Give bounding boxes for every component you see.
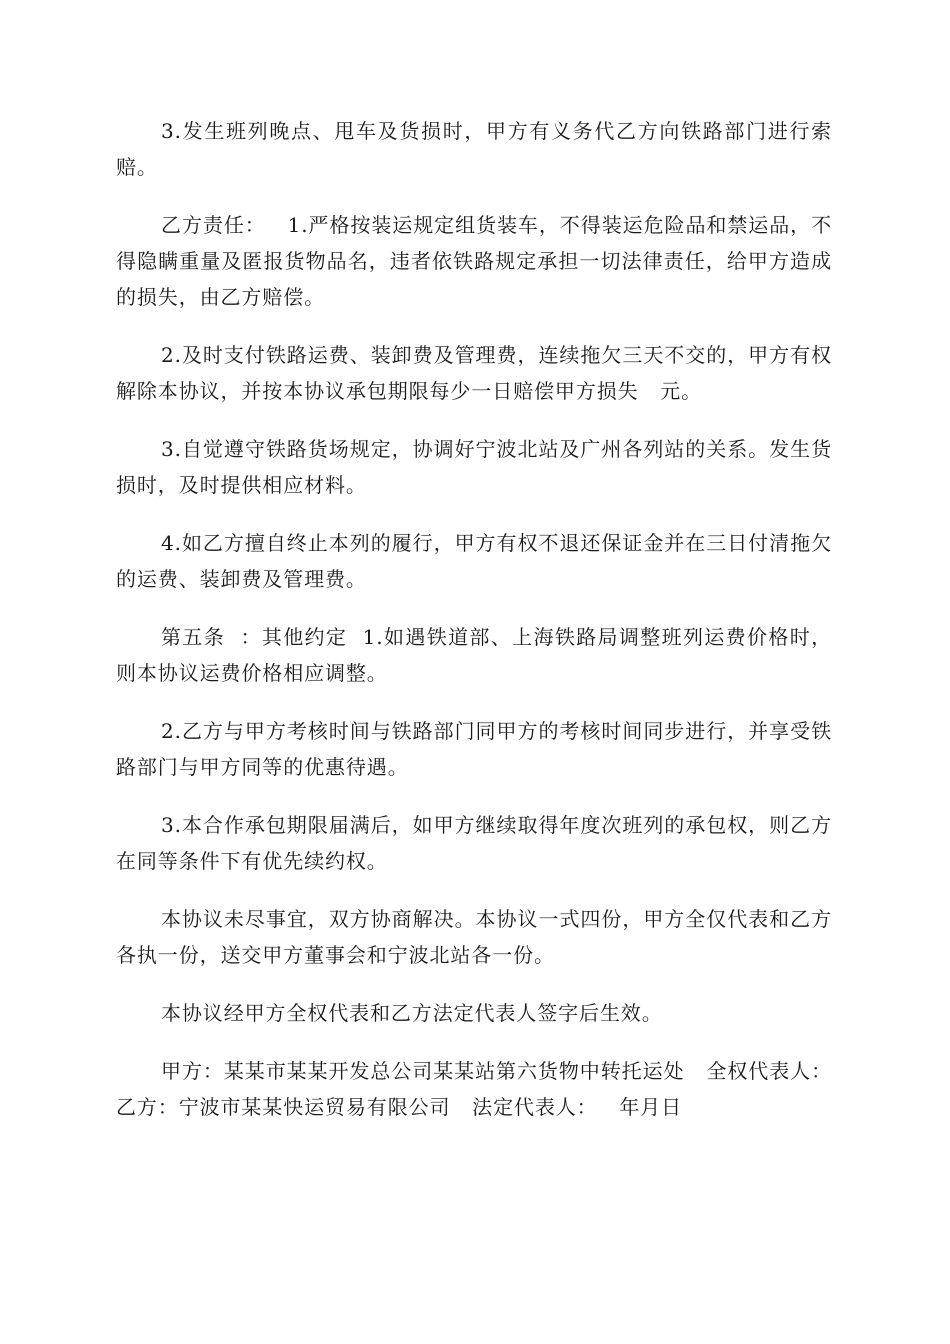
paragraph-party-b-duty-2: 2.及时支付铁路运费、装卸费及管理费，连续拖欠三天不交的，甲方有权解除本协议，并按本协议承包期限每少一日赔偿甲方损失 元。 — [116, 343, 832, 403]
paragraph-article-5-clause-3: 3.本合作承包期限届满后，如甲方继续取得年度次班列的承包权，则乙方在同等条件下有优先续约权。 — [116, 813, 832, 873]
paragraph-article-5-clause-2: 2.乙方与甲方考核时间与铁路部门同甲方的考核时间同步进行，并享受铁路部门与甲方同等的优惠待遇。 — [116, 719, 832, 779]
document-body — [116, 113, 854, 1147]
paragraph-party-b-duty-1: 乙方责任： 1.严格按装运规定组货装车，不得装运危险品和禁运品，不得隐瞒重量及匿报货物品名，违者依铁路规定承担一切法律责任，给甲方造成的损失，由乙方赔偿。 — [116, 213, 832, 309]
paragraph-effective: 本协议经甲方全权代表和乙方法定代表人签字后生效。 — [161, 1001, 663, 1025]
paragraph-party-b-duty-4: 4.如乙方擅自终止本列的履行，甲方有权不退还保证金并在三日付清拖欠的运费、装卸费及管理费。 — [116, 531, 832, 591]
paragraph-signatures: 甲方：某某市某某开发总公司某某站第六货物中转托运处 全权代表人： 乙方：宁波市某某快运贸易有限公司 法定代表人： 年月日 — [116, 1059, 854, 1119]
paragraph-article-5-clause-1: 第五条 ：其他约定 1.如遇铁道部、上海铁路局调整班列运费价格时，则本协议运费价格相应调整。 — [116, 625, 832, 685]
paragraph-claims: 3.发生班列晚点、甩车及货损时，甲方有义务代乙方向铁路部门进行索赔。 — [116, 119, 832, 179]
paragraph-copies: 本协议未尽事宜，双方协商解决。本协议一式四份，甲方全仅代表和乙方各执一份，送交甲方董事会和宁波北站各一份。 — [116, 907, 832, 967]
paragraph-party-b-duty-3: 3.自觉遵守铁路货场规定，协调好宁波北站及广州各列站的关系。发生货损时，及时提供相应材料。 — [116, 437, 832, 497]
